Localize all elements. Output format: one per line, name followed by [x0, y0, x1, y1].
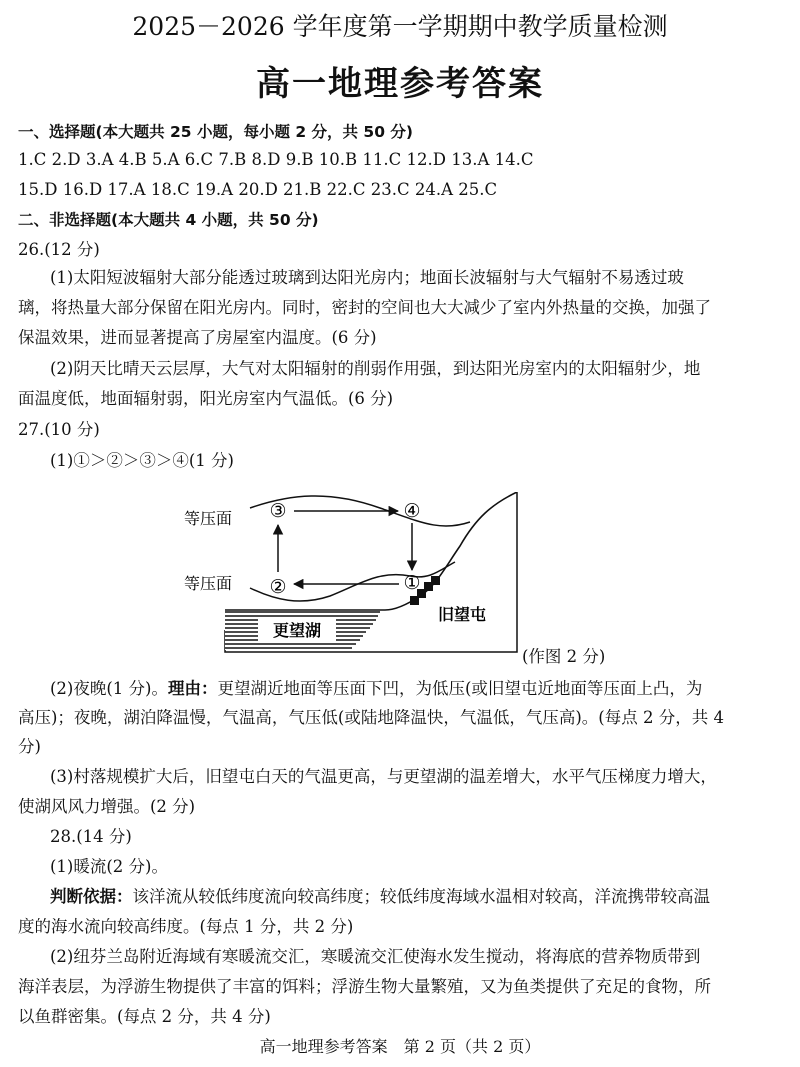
q28-number: 28.(14 分) [50, 827, 132, 846]
basis-label: 判断依据： [50, 887, 133, 906]
q27-text: (3)村落规模扩大后，旧望屯白天的气温更高，与更望湖的温差增大，水平气压梯度力增大， [50, 767, 717, 786]
exam-title: 2025－2026 学年度第一学期期中教学质量检测 [132, 12, 668, 41]
q26-number: 26.(12 分) [18, 240, 100, 259]
isobar-label-lower: 等压面 [184, 574, 233, 593]
q28-answer-1: (1)暖流(2 分)。 [50, 857, 168, 876]
q27-text: 高压)；夜晚，湖泊降温慢，气温高，气压低(或陆地降温快，气温低，气压高)。(每点 2 分，共 4 [18, 708, 724, 727]
q26-text: 面温度低，地面辐射弱，阳光房室内气温低。(6 分) [18, 389, 394, 408]
q27-text: 分) [18, 737, 41, 756]
q27-answer-2-text: 更望湖近地面等压面下凹，为低压(或旧望屯近地面等压面上凸，为 [217, 679, 703, 698]
point-1: ① [403, 572, 421, 594]
q26-text: 保温效果，进而显著提高了房屋室内温度。(6 分) [18, 328, 377, 347]
answers-row-2: 15.D 16.D 17.A 18.C 19.A 20.D 21.B 22.C 23.C 24.A 25.C [18, 180, 498, 199]
basis-text: 该洋流从较低纬度流向较高纬度；较低纬度海域水温相对较高，洋流携带较高温 [132, 887, 710, 906]
page-footer: 高一地理参考答案 第 2 页（共 2 页） [259, 1037, 541, 1056]
q26-text: (1)太阳短波辐射大部分能透过玻璃到达阳光房内；地面长波辐射与大气辐射不易透过玻 [50, 268, 684, 287]
q28-text: 以鱼群密集。(每点 2 分，共 4 分) [18, 1007, 271, 1026]
q27-text: 使湖风风力增强。(2 分) [18, 797, 196, 816]
isobar-diagram [180, 492, 620, 667]
q28-basis [50, 887, 710, 907]
q28-text: 海洋表层，为浮游生物提供了丰富的饵料；浮游生物大量繁殖，又为鱼类提供了充足的食物，所 [18, 977, 711, 996]
diagram-note: (作图 2 分) [522, 647, 606, 666]
q26-text: 璃，将热量大部分保留在阳光房内。同时，密封的空间也大大减少了室内外热量的交换，加强了 [18, 298, 711, 317]
answers-row-1: 1.C 2.D 3.A 4.B 5.A 6.C 7.B 8.D 9.B 10.B 11.C 12.D 13.A 14.C [18, 150, 534, 169]
point-2: ② [269, 576, 287, 598]
q28-text: 度的海水流向较高纬度。(每点 1 分，共 2 分) [18, 917, 354, 936]
point-4: ④ [403, 500, 421, 522]
lake-label: 更望湖 [272, 621, 322, 640]
section1-heading: 一、选择题(本大题共 25 小题，每小题 2 分，共 50 分) [18, 123, 413, 141]
point-3: ③ [269, 500, 287, 522]
q27-number: 27.(10 分) [18, 420, 100, 439]
page-title: 高一地理参考答案 [256, 64, 544, 104]
q26-text: (2)阴天比晴天云层厚，大气对太阳辐射的削弱作用强，到达阳光房室内的太阳辐射少，地 [50, 359, 701, 378]
q27-answer-2-lead: (2)夜晚(1 分)。 [50, 679, 168, 698]
section2-heading: 二、非选择题(本大题共 4 小题，共 50 分) [18, 211, 319, 229]
q28-text: (2)纽芬兰岛附近海域有寒暖流交汇，寒暖流交汇使海水发生搅动，将海底的营养物质带到 [50, 947, 701, 966]
q27-answer-2 [50, 679, 702, 699]
reason-label: 理由： [168, 679, 218, 698]
q27-answer-1: (1)①＞②＞③＞④(1 分) [50, 451, 234, 470]
village-label: 旧望屯 [438, 605, 487, 624]
isobar-label-upper: 等压面 [184, 509, 233, 528]
